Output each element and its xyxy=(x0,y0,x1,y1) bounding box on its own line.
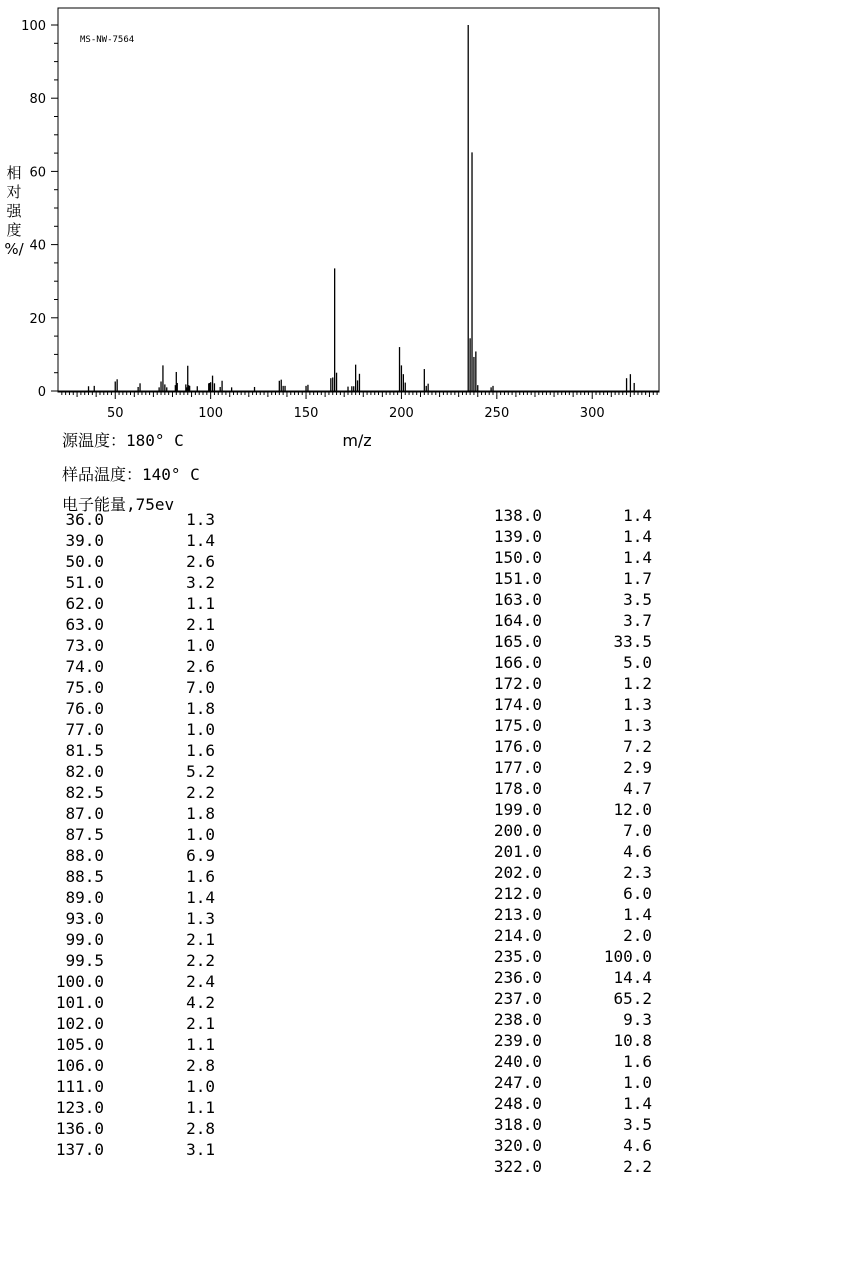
peak-mz: 88.5 xyxy=(65,867,104,886)
source-temperature: 源温度：180° C xyxy=(62,431,184,450)
x-tick-label: 50 xyxy=(106,406,124,421)
peak-table-row xyxy=(0,1093,850,1114)
peak-mz: 88.0 xyxy=(65,846,104,865)
peak-intensity: 2.0 xyxy=(623,926,652,945)
peak-mz: 137.0 xyxy=(55,1140,104,1159)
peak-table-row xyxy=(0,652,850,673)
plot-frame xyxy=(58,8,659,392)
peak-intensity: 1.0 xyxy=(186,825,215,844)
peak-intensity: 1.3 xyxy=(623,716,652,735)
peak-mz: 87.5 xyxy=(65,825,104,844)
peak-intensity: 1.1 xyxy=(186,594,215,613)
x-axis-label: m/z xyxy=(342,431,372,450)
peak-table-row xyxy=(0,820,850,841)
peak-intensity: 1.4 xyxy=(623,506,652,525)
peak-mz: 77.0 xyxy=(65,720,104,739)
peak-intensity: 1.8 xyxy=(186,699,215,718)
peak-mz: 82.0 xyxy=(65,762,104,781)
peak-intensity: 1.0 xyxy=(186,636,215,655)
peak-mz: 318.0 xyxy=(493,1115,542,1134)
peak-table-row xyxy=(0,1051,850,1072)
peak-bars xyxy=(89,25,635,391)
peak-intensity: 4.6 xyxy=(623,842,652,861)
peak-intensity: 5.2 xyxy=(186,762,215,781)
y-axis-label-char: %/ xyxy=(4,240,24,258)
peak-mz: 200.0 xyxy=(493,821,542,840)
y-tick-label: 20 xyxy=(29,311,46,327)
peak-intensity: 6.9 xyxy=(186,846,215,865)
peak-table-row xyxy=(0,526,850,547)
peak-intensity: 1.4 xyxy=(623,1094,652,1113)
peak-intensity: 1.4 xyxy=(186,888,215,907)
peak-intensity: 1.0 xyxy=(623,1073,652,1092)
mass-spectrum-chart xyxy=(0,0,850,460)
peak-intensity: 9.3 xyxy=(623,1010,652,1029)
peak-intensity: 2.1 xyxy=(186,1014,215,1033)
peak-intensity: 4.6 xyxy=(623,1136,652,1155)
peak-table-row xyxy=(0,946,850,967)
peak-table-row xyxy=(0,694,850,715)
peak-table-row xyxy=(0,610,850,631)
peak-mz: 214.0 xyxy=(493,926,542,945)
peak-mz: 101.0 xyxy=(55,993,104,1012)
peak-intensity: 1.4 xyxy=(623,548,652,567)
peak-intensity: 3.7 xyxy=(623,611,652,630)
peak-intensity: 2.4 xyxy=(186,972,215,991)
peak-intensity: 2.8 xyxy=(186,1056,215,1075)
peak-mz: 238.0 xyxy=(493,1010,542,1029)
peak-table-row xyxy=(0,988,850,1009)
peak-table-row xyxy=(0,1009,850,1030)
y-axis-label-char: 度 xyxy=(6,221,22,239)
peak-table-row xyxy=(0,967,850,988)
x-tick-label: 100 xyxy=(198,406,224,421)
y-tick-label: 60 xyxy=(29,165,46,181)
peak-table-row xyxy=(0,1072,850,1093)
peak-intensity: 12.0 xyxy=(613,800,652,819)
peak-intensity: 2.1 xyxy=(186,615,215,634)
peak-intensity: 2.3 xyxy=(623,863,652,882)
peak-mz: 74.0 xyxy=(65,657,104,676)
peak-intensity: 1.1 xyxy=(186,1098,215,1117)
peak-mz: 102.0 xyxy=(55,1014,104,1033)
peak-table-row xyxy=(0,1030,850,1051)
peak-mz: 165.0 xyxy=(493,632,542,651)
peak-mz: 93.0 xyxy=(65,909,104,928)
peak-intensity: 1.3 xyxy=(186,510,215,529)
peak-table-row xyxy=(0,1135,850,1156)
peak-table-row xyxy=(0,778,850,799)
x-tick-label: 200 xyxy=(389,406,414,421)
peak-intensity: 1.6 xyxy=(186,867,215,886)
peak-mz: 174.0 xyxy=(493,695,542,714)
peak-table-row xyxy=(0,904,850,925)
peak-mz: 213.0 xyxy=(493,905,542,924)
peak-mz: 175.0 xyxy=(493,716,542,735)
peak-intensity: 1.0 xyxy=(186,720,215,739)
peak-mz: 201.0 xyxy=(493,842,542,861)
peak-table-row xyxy=(0,505,850,526)
peak-intensity: 1.2 xyxy=(623,674,652,693)
peak-mz: 51.0 xyxy=(65,573,104,592)
peak-intensity: 14.4 xyxy=(613,968,652,987)
peak-mz: 50.0 xyxy=(65,552,104,571)
peak-intensity: 1.3 xyxy=(186,909,215,928)
peak-mz: 164.0 xyxy=(493,611,542,630)
peak-intensity: 4.2 xyxy=(186,993,215,1012)
peak-mz: 163.0 xyxy=(493,590,542,609)
peak-intensity: 100.0 xyxy=(603,947,652,966)
peak-intensity: 3.5 xyxy=(623,590,652,609)
peak-table-row xyxy=(0,568,850,589)
peak-mz: 320.0 xyxy=(493,1136,542,1155)
peak-mz: 100.0 xyxy=(55,972,104,991)
peak-mz: 99.5 xyxy=(65,951,104,970)
peak-intensity: 7.0 xyxy=(186,678,215,697)
peak-mz: 322.0 xyxy=(493,1157,542,1176)
y-axis-label-char: 相 xyxy=(6,164,22,182)
y-tick-label: 0 xyxy=(37,385,46,400)
peak-intensity: 1.1 xyxy=(186,1035,215,1054)
y-tick-label: 100 xyxy=(21,19,46,34)
peak-intensity: 1.6 xyxy=(186,741,215,760)
peak-intensity: 2.2 xyxy=(186,783,215,802)
peak-mz: 178.0 xyxy=(493,779,542,798)
peak-table-row xyxy=(0,547,850,568)
peak-mz: 236.0 xyxy=(493,968,542,987)
peak-table-row xyxy=(0,1114,850,1135)
peak-intensity: 1.4 xyxy=(186,531,215,550)
peak-table-row xyxy=(0,589,850,610)
peak-mz: 73.0 xyxy=(65,636,104,655)
peak-intensity: 3.5 xyxy=(623,1115,652,1134)
peak-mz: 63.0 xyxy=(65,615,104,634)
peak-table-row xyxy=(0,862,850,883)
peak-table-row xyxy=(0,1156,850,1177)
peak-table-row xyxy=(0,925,850,946)
peak-intensity: 4.7 xyxy=(623,779,652,798)
peak-intensity: 2.2 xyxy=(186,951,215,970)
peak-mz: 76.0 xyxy=(65,699,104,718)
peak-table-row xyxy=(0,883,850,904)
peak-intensity: 3.2 xyxy=(186,573,215,592)
peak-table-row xyxy=(0,631,850,652)
peak-intensity: 65.2 xyxy=(613,989,652,1008)
peak-intensity: 1.7 xyxy=(623,569,652,588)
peak-mz: 202.0 xyxy=(493,863,542,882)
peak-mz: 123.0 xyxy=(55,1098,104,1117)
peak-mz: 36.0 xyxy=(65,510,104,529)
peak-mz: 82.5 xyxy=(65,783,104,802)
peak-mz: 235.0 xyxy=(493,947,542,966)
peak-intensity: 1.8 xyxy=(186,804,215,823)
peak-mz: 239.0 xyxy=(493,1031,542,1050)
peak-intensity: 10.8 xyxy=(613,1031,652,1050)
spectrum-id: MS-NW-7564 xyxy=(80,35,135,45)
peak-intensity: 1.4 xyxy=(623,527,652,546)
sample-temperature: 样品温度：140° C xyxy=(62,465,200,484)
peak-mz: 212.0 xyxy=(493,884,542,903)
peak-mz: 240.0 xyxy=(493,1052,542,1071)
peak-mz: 139.0 xyxy=(493,527,542,546)
peak-mz: 138.0 xyxy=(493,506,542,525)
peak-table-row xyxy=(0,757,850,778)
peak-intensity: 5.0 xyxy=(623,653,652,672)
peak-intensity: 1.6 xyxy=(623,1052,652,1071)
peak-intensity: 2.2 xyxy=(623,1157,652,1176)
peak-mz: 89.0 xyxy=(65,888,104,907)
peak-mz: 172.0 xyxy=(493,674,542,693)
peak-mz: 75.0 xyxy=(65,678,104,697)
peak-mz: 106.0 xyxy=(55,1056,104,1075)
peak-intensity: 3.1 xyxy=(186,1140,215,1159)
peak-mz: 62.0 xyxy=(65,594,104,613)
peak-table-row xyxy=(0,736,850,757)
x-tick-label: 150 xyxy=(293,406,319,421)
peak-intensity: 2.9 xyxy=(623,758,652,777)
peak-intensity: 7.0 xyxy=(623,821,652,840)
peak-mz: 177.0 xyxy=(493,758,542,777)
y-axis-label xyxy=(4,164,24,258)
peak-mz: 247.0 xyxy=(493,1073,542,1092)
peak-mz: 111.0 xyxy=(55,1077,104,1096)
peak-intensity: 2.1 xyxy=(186,930,215,949)
x-tick-label: 250 xyxy=(484,406,510,421)
peak-mz: 87.0 xyxy=(65,804,104,823)
y-axis-label-char: 对 xyxy=(6,183,22,201)
peak-mz: 248.0 xyxy=(493,1094,542,1113)
y-tick-label: 40 xyxy=(29,238,46,254)
y-axis-label-char: 强 xyxy=(6,202,22,220)
peak-mz: 150.0 xyxy=(493,548,542,567)
peak-intensity: 1.3 xyxy=(623,695,652,714)
y-tick-label: 80 xyxy=(29,92,46,108)
peak-table-row xyxy=(0,715,850,736)
peak-intensity: 2.6 xyxy=(186,657,215,676)
peak-mz: 105.0 xyxy=(55,1035,104,1054)
peak-mz: 237.0 xyxy=(493,989,542,1008)
peak-mz: 199.0 xyxy=(493,800,542,819)
x-tick-label: 300 xyxy=(579,406,605,421)
peak-mz: 81.5 xyxy=(65,741,104,760)
peak-mz: 99.0 xyxy=(65,930,104,949)
peak-table-row xyxy=(0,799,850,820)
peak-intensity: 2.6 xyxy=(186,552,215,571)
axis-ticks xyxy=(21,19,657,421)
peak-intensity: 2.8 xyxy=(186,1119,215,1138)
peak-mz: 166.0 xyxy=(493,653,542,672)
peak-intensity: 6.0 xyxy=(623,884,652,903)
peak-intensity: 1.0 xyxy=(186,1077,215,1096)
peak-table-row xyxy=(0,673,850,694)
peak-intensity: 33.5 xyxy=(613,632,652,651)
peak-mz: 176.0 xyxy=(493,737,542,756)
peak-mz: 136.0 xyxy=(55,1119,104,1138)
peak-table-row xyxy=(0,841,850,862)
peak-intensity: 1.4 xyxy=(623,905,652,924)
peak-intensity: 7.2 xyxy=(623,737,652,756)
electron-energy: 电子能量,75ev xyxy=(62,495,175,514)
peak-mz: 39.0 xyxy=(65,531,104,550)
peak-mz: 151.0 xyxy=(493,569,542,588)
